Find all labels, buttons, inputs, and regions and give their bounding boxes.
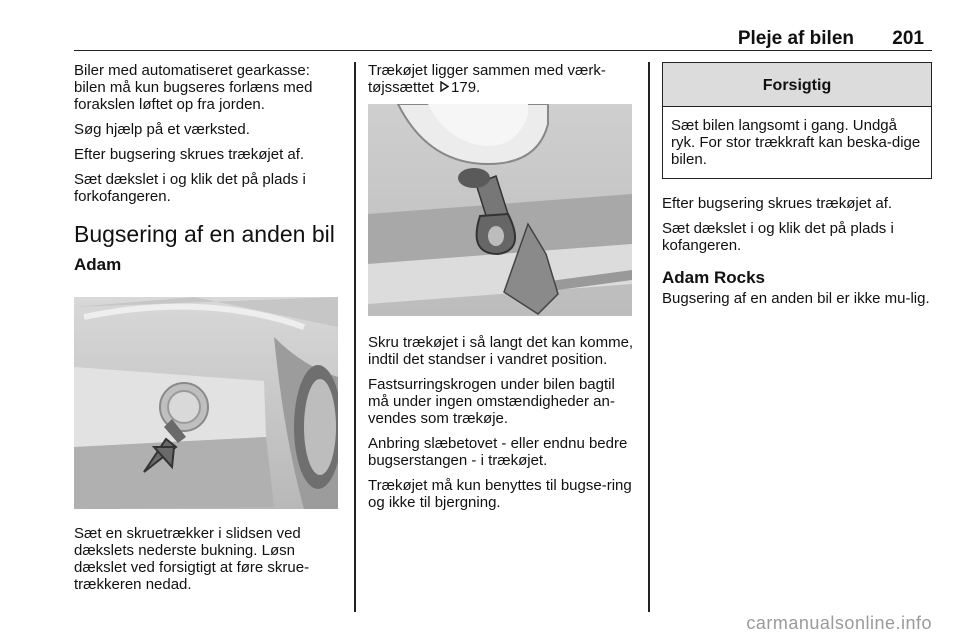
caution-text: Sæt bilen langsomt i gang. Undgå ryk. For stor trækkraft kan beska-dige bilen. <box>671 117 921 168</box>
section-heading: Bugsering af en anden bil <box>74 221 335 247</box>
column-middle <box>368 62 636 519</box>
paragraph-automatic-gearbox: Biler med automatiseret gearkasse: bilen må kun bugseres forlæns med forakslen løftet op fra jorden. <box>74 62 313 113</box>
tool-kit-text: Trækøjet ligger sammen med værk-tøjssættet <box>368 62 606 96</box>
paragraph-workshop: Søg hjælp på et værksted. <box>74 121 250 138</box>
column-left <box>74 62 342 601</box>
column-divider-left <box>354 62 356 612</box>
subheading-adam-rocks: Adam Rocks <box>662 268 765 287</box>
paragraph-insert-cover-bumper: Sæt dækslet i og klik det på plads i kofangeren. <box>662 220 894 254</box>
paragraph-not-possible: Bugsering af en anden bil er ikke mu-lig. <box>662 290 930 307</box>
page-reference-icon <box>440 79 449 96</box>
rear-bumper-cover-illustration <box>74 297 338 509</box>
paragraph-tool-kit <box>368 62 636 96</box>
paragraph-lashing-hook: Fastsurringskrogen under bilen bagtil må under ingen omstændigheder an-vendes som trækøje. <box>368 376 615 427</box>
watermark: carmanualsonline.info <box>746 613 932 633</box>
caution-title: Forsigtig <box>663 63 931 107</box>
caption-screwdriver: Sæt en skruetrækker i slidsen ved dækslets nederste bukning. Løsn dækslet ved forsigtigt at føre skrue-trækkeren nedad. <box>74 525 310 593</box>
page-title: Pleje af bilen <box>737 28 854 49</box>
subheading-adam: Adam <box>74 255 122 274</box>
paragraph-unscrew-eye: Efter bugsering skrues trækøjet af. <box>74 146 305 163</box>
column-right <box>662 62 932 315</box>
towing-eye-illustration <box>368 104 632 316</box>
caution-box <box>662 62 932 179</box>
column-divider-right <box>648 62 650 612</box>
paragraph-towing-only: Trækøjet må kun benyttes til bugse-ring og ikke til bjergning. <box>368 477 632 511</box>
paragraph-screw-in: Skru trækøjet i så langt det kan komme, indtil det standser i vandret position. <box>368 334 634 368</box>
paragraph-insert-cover: Sæt dækslet i og klik det på plads i forkofangeren. <box>74 171 306 205</box>
paragraph-tow-rope: Anbring slæbetovet - eller endnu bedre bugserstangen - i trækøjet. <box>368 435 628 469</box>
tool-kit-page-ref: 179. <box>451 79 481 96</box>
page-header <box>74 26 932 51</box>
page-number: 201 <box>892 28 924 49</box>
paragraph-unscrew-after-towing: Efter bugsering skrues trækøjet af. <box>662 195 893 212</box>
